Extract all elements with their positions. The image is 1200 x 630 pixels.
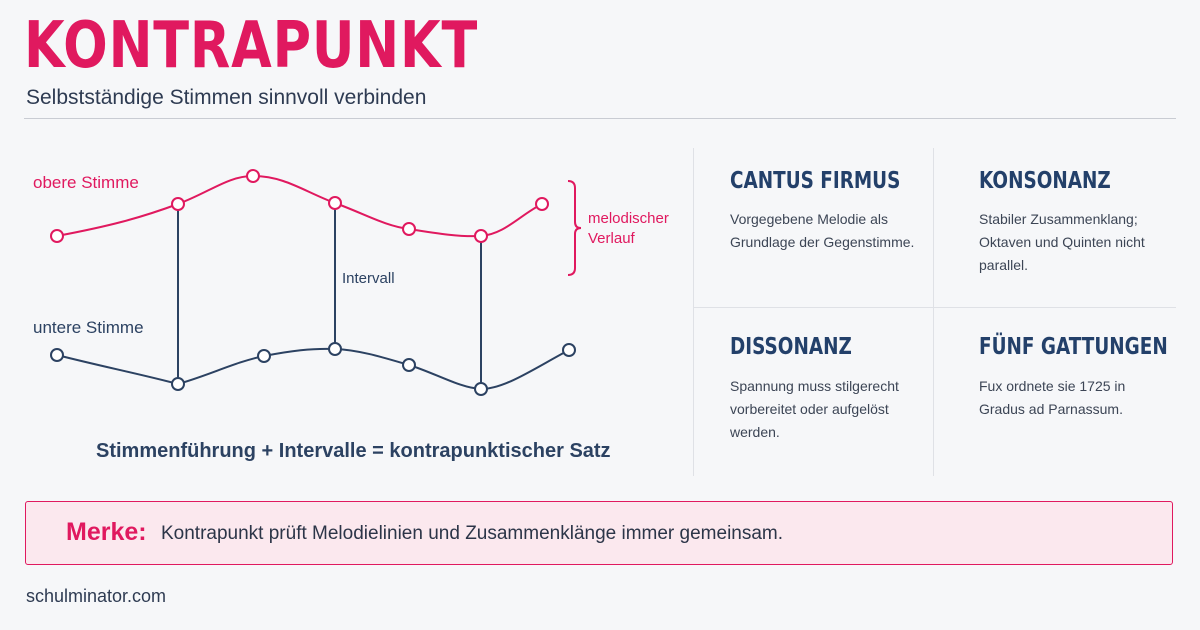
footer-site: schulminator.com [26, 586, 167, 606]
lower-voice-label: untere Stimme [33, 318, 144, 337]
upper-note [403, 223, 415, 235]
melodic-label [588, 209, 688, 249]
card-divider-middle [933, 148, 934, 476]
melodic-bracket [568, 181, 581, 275]
upper-note [247, 170, 259, 182]
melodic-label-line2: Verlauf [588, 230, 635, 247]
note-text: Kontrapunkt prüft Melodielinien und Zusammenklänge immer gemeinsam. [161, 523, 784, 544]
page-subtitle: Selbstständige Stimmen sinnvoll verbinden [26, 86, 427, 109]
lower-note [403, 359, 415, 371]
upper-note [475, 230, 487, 242]
card-text: Spannung muss stilgerecht vorbereitet oder aufgelöst werden. [730, 378, 899, 440]
interval-label: Intervall [342, 270, 395, 287]
counterpoint-diagram [0, 0, 690, 480]
page-title: KONTRAPUNKT [24, 9, 479, 83]
lower-note [51, 349, 63, 361]
card-title: FÜNF GATTUNGEN [979, 334, 1168, 360]
card-text: Stabiler Zusammenklang; Oktaven und Quinten nicht parallel. [979, 211, 1145, 273]
card-title: CANTUS FIRMUS [730, 168, 901, 194]
card-text: Vorgegebene Melodie als Grundlage der Gegenstimme. [730, 211, 915, 250]
lower-voice-line [57, 349, 569, 389]
lower-note [475, 383, 487, 395]
lower-note [172, 378, 184, 390]
melodic-label-line1: melodischer [588, 210, 669, 227]
card-title: DISSONANZ [730, 334, 852, 360]
formula-caption: Stimmenführung + Intervalle = kontrapunktischer Satz [96, 440, 611, 462]
card-divider-left [693, 148, 694, 476]
lower-note [258, 350, 270, 362]
upper-voice-label: obere Stimme [33, 173, 139, 192]
note-box [25, 501, 1173, 565]
lower-note [563, 344, 575, 356]
upper-note [536, 198, 548, 210]
lower-note [329, 343, 341, 355]
card-text: Fux ordnete sie 1725 in Gradus ad Parnassum. [979, 378, 1126, 417]
upper-note [172, 198, 184, 210]
note-label: Merke: [66, 518, 147, 546]
upper-note [329, 197, 341, 209]
upper-note [51, 230, 63, 242]
card-title: KONSONANZ [979, 168, 1111, 194]
card-divider-horizontal [694, 307, 1176, 308]
